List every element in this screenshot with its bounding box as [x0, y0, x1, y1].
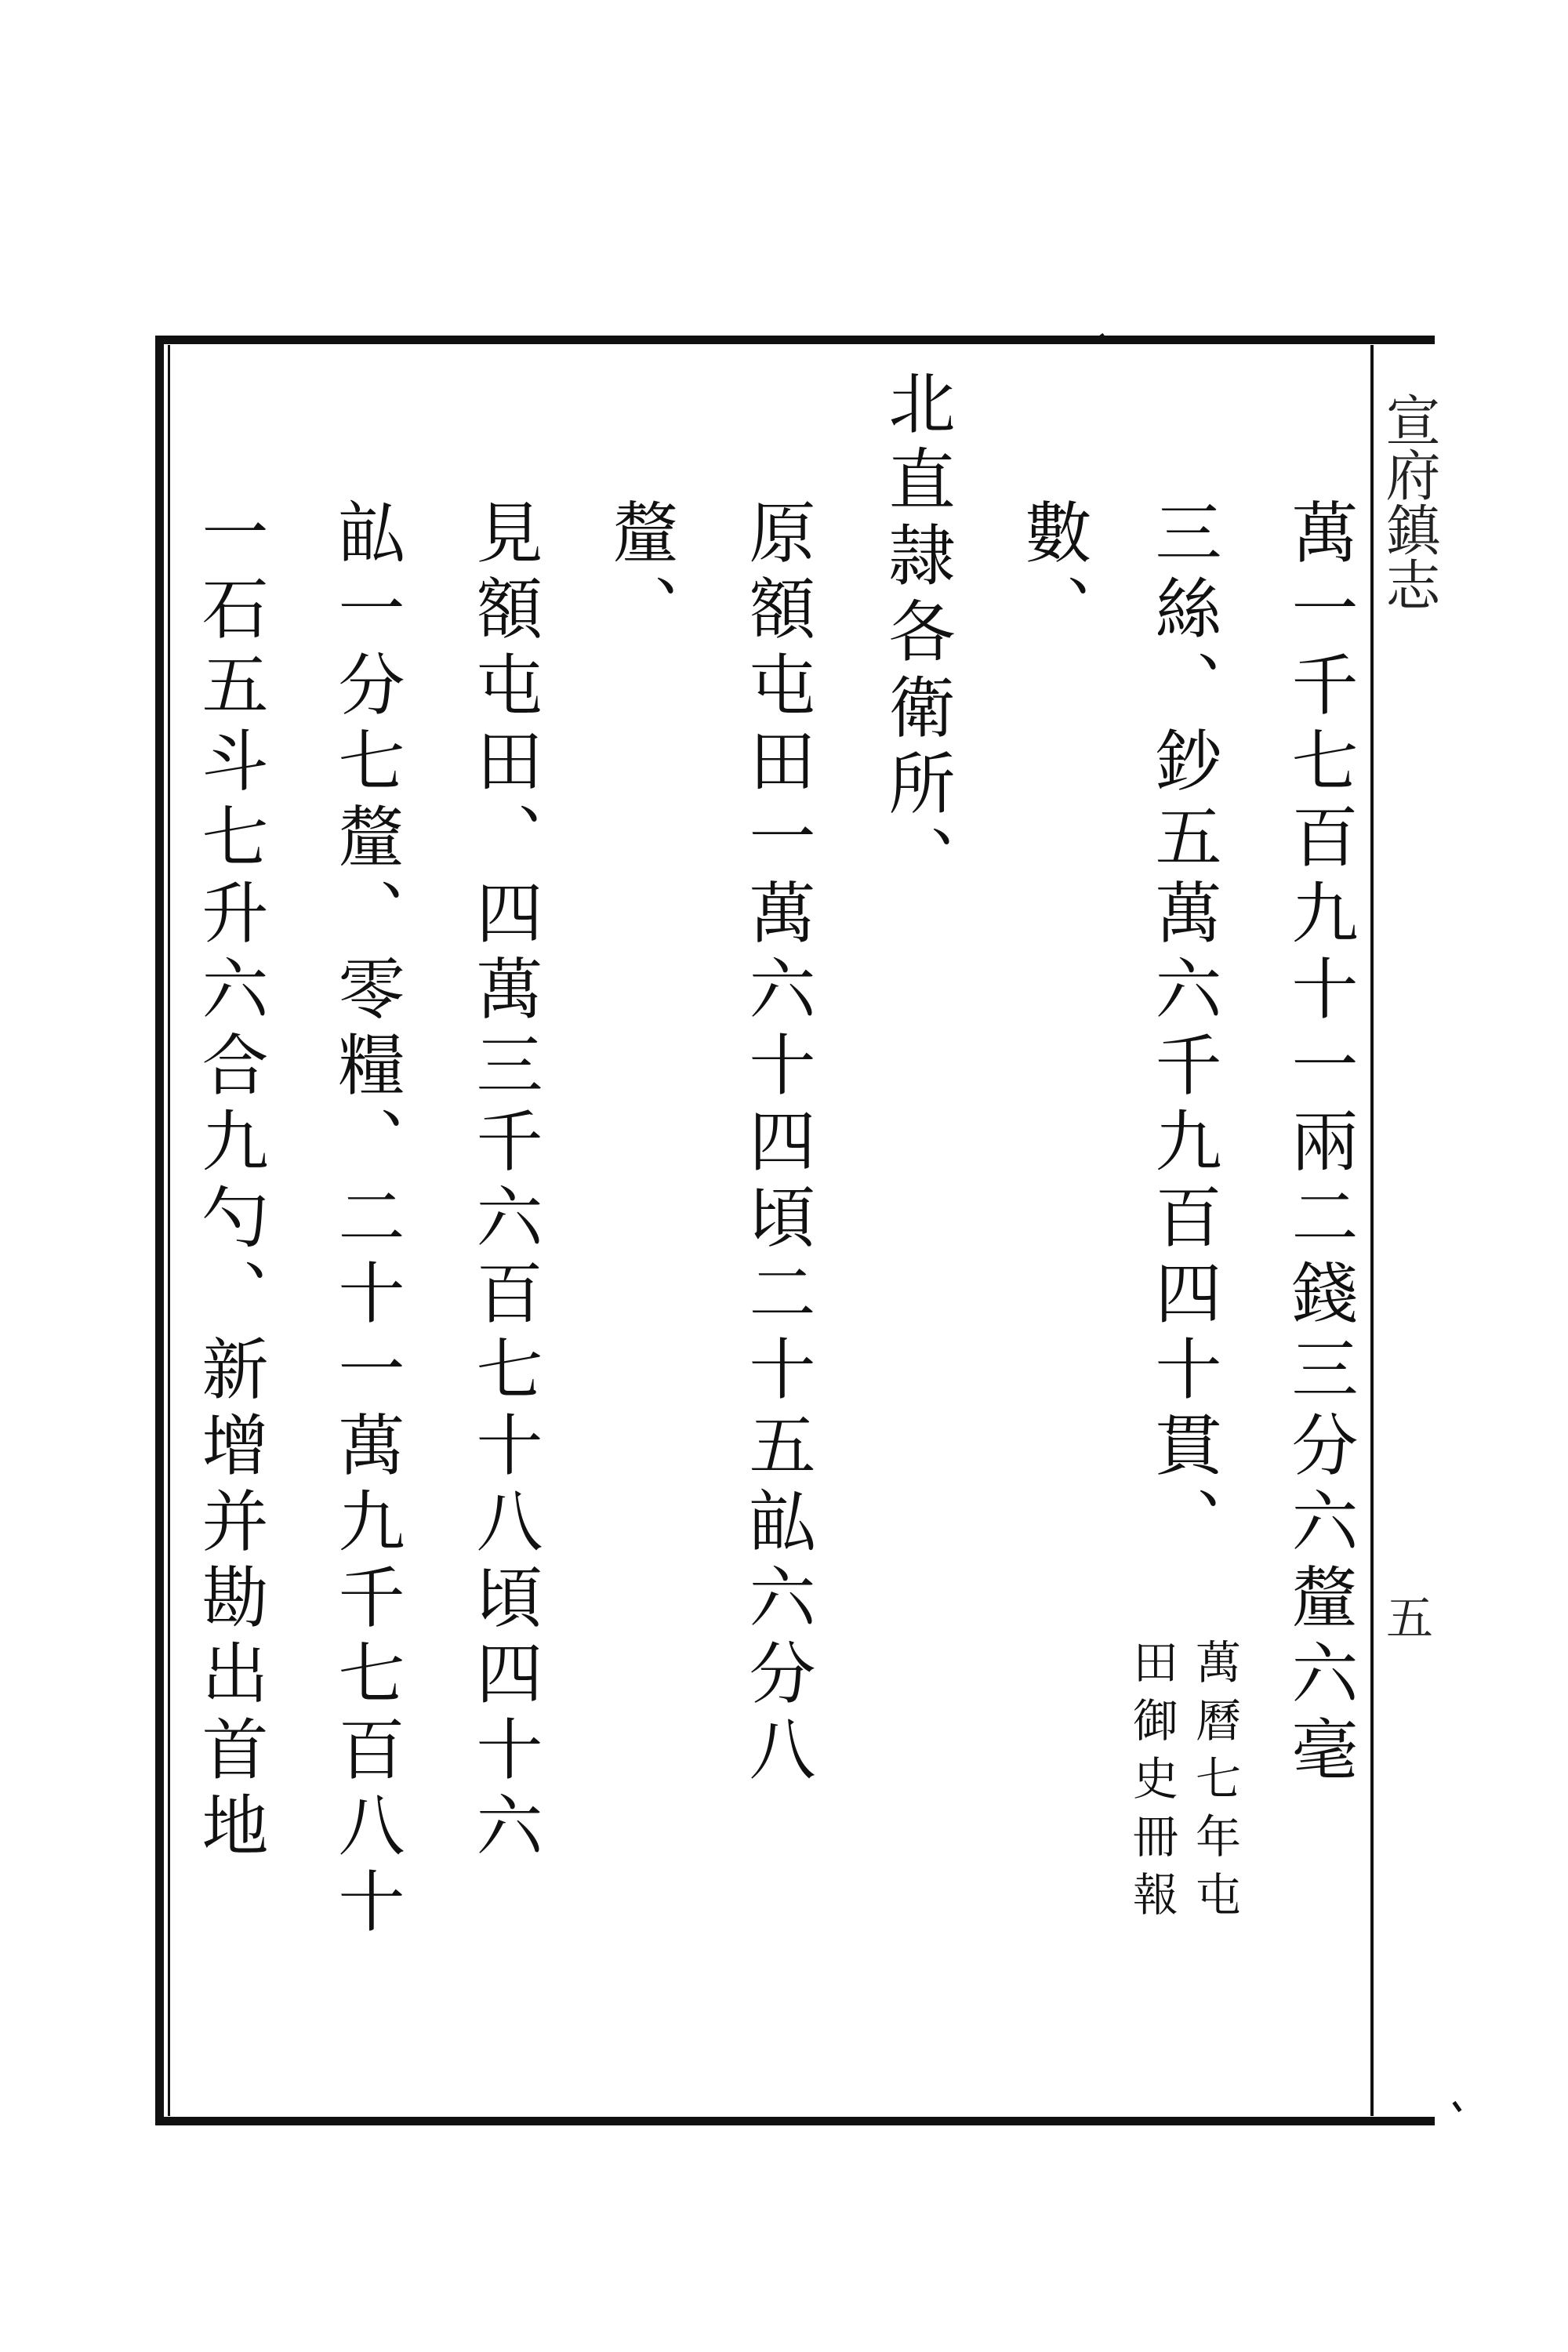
text-column-3: 數、: [1014, 498, 1091, 650]
text-column-8: 畆一分七釐、零糧、二十一萬九千七百八十: [327, 498, 405, 1943]
annotation-line-1: 萬曆七年屯: [1188, 1639, 1241, 1929]
ink-mark: [1452, 2101, 1461, 2112]
text-column-5: 原額屯田一萬六十四頃二十五畆六分八: [738, 498, 815, 1791]
margin-title: 宣府鎮志: [1377, 392, 1441, 612]
text-column-2: 三絲、鈔五萬六千九百四十貫、: [1144, 498, 1221, 1563]
text-column-6: 釐、: [601, 498, 679, 650]
text-column-1: 萬一千七百九十一兩二錢三分六釐六毫: [1280, 498, 1358, 1791]
text-column-9: 一石五斗七升六合九勺、新增并勘出首地: [191, 498, 268, 1867]
text-column-7: 見額屯田、四萬三千六百七十八頃四十六: [465, 498, 543, 1867]
margin-rule: [1370, 345, 1374, 2116]
annotation-line-2: 田御史冊報: [1125, 1639, 1178, 1929]
text-column-4: 北直隷各衛所、: [877, 368, 955, 901]
page-number: 五: [1386, 1592, 1433, 1646]
